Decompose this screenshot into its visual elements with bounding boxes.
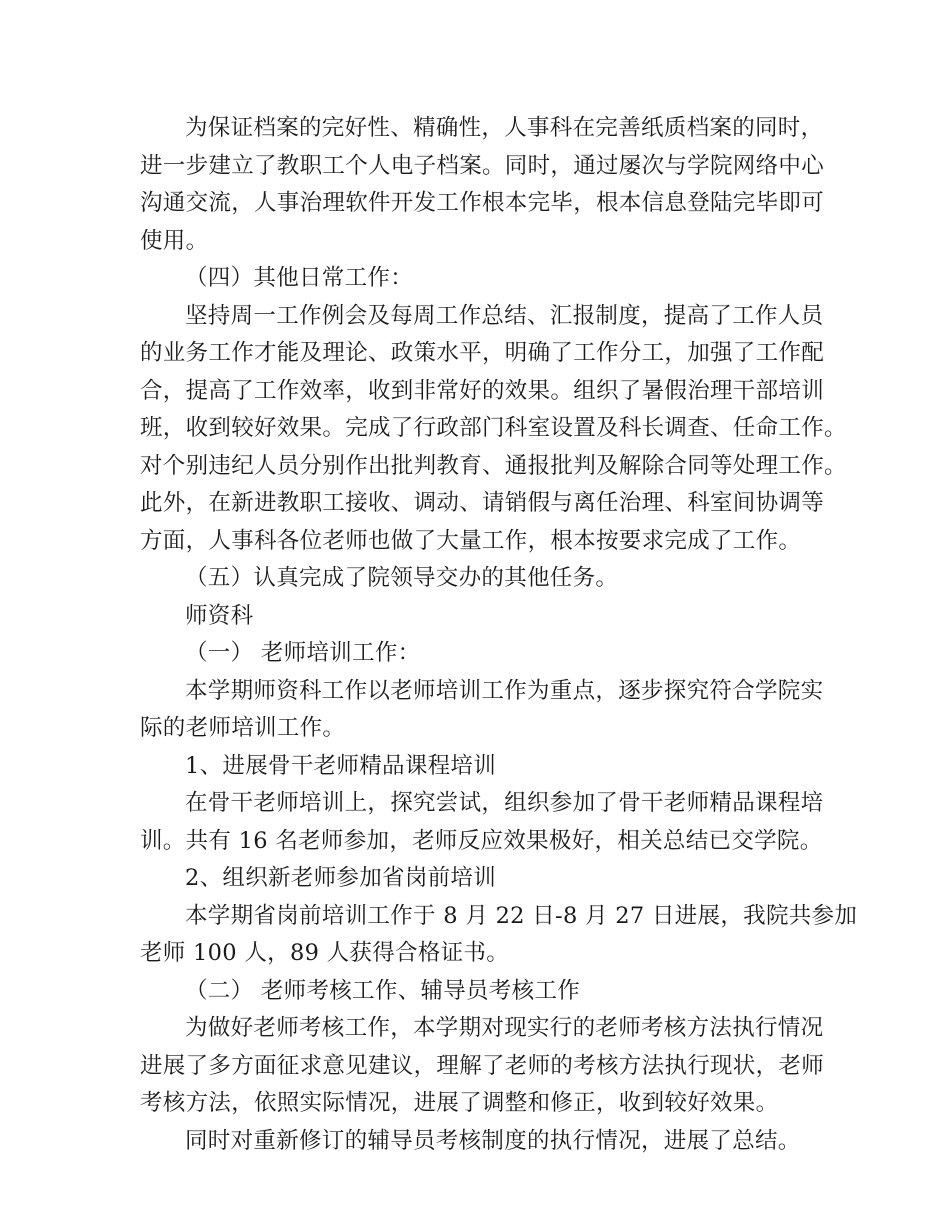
text-line: 同时对重新修订的辅导员考核制度的执行情况，进展了总结。 xyxy=(185,1127,801,1154)
text-line: 本学期省岗前培训工作于 8 月 22 日-8 月 27 日进展，我院共参加 xyxy=(185,902,858,929)
text-line: 坚持周一工作例会及每周工作总结、汇报制度，提高了工作人员 xyxy=(185,302,824,329)
text-line: 考核方法，依照实际情况，进展了调整和修正，收到较好效果。 xyxy=(140,1090,779,1116)
text-line: 为做好老师考核工作，本学期对现实行的老师考核方法执行情况 xyxy=(185,1015,824,1041)
text-line: 进展了多方面征求意见建议，理解了老师的考核方法执行现状，老师 xyxy=(140,1052,825,1079)
document-body xyxy=(140,110,858,1160)
text-line: 的业务工作才能及理论、政策水平，明确了工作分工，加强了工作配 xyxy=(140,340,825,366)
text-line: 本学期师资科工作以老师培训工作为重点，逐步探究符合学院实 xyxy=(185,677,824,704)
text-line: （四）其他日常工作： xyxy=(185,265,414,291)
text-line: 师资科 xyxy=(185,602,254,629)
text-line: 此外，在新进教职工接收、调动、请销假与离任治理、科室间协调等 xyxy=(140,490,825,516)
text-line: （二） 老师考核工作、辅导员考核工作 xyxy=(185,977,581,1004)
text-line: 在骨干老师培训上，探究尝试，组织参加了骨干老师精品课程培 xyxy=(185,790,824,816)
text-line: 方面，人事科各位老师也做了大量工作，根本按要求完成了工作。 xyxy=(140,527,802,554)
text-line: 进一步建立了教职工个人电子档案。同时，通过屡次与学院网络中心 xyxy=(140,152,825,179)
text-line: 际的老师培训工作。 xyxy=(140,715,346,741)
text-line: 合，提高了工作效率，收到非常好的效果。组织了暑假治理干部培训 xyxy=(140,377,825,404)
text-line: 2、组织新老师参加省岗前培训 xyxy=(185,865,497,891)
text-line: 1、进展骨干老师精品课程培训 xyxy=(185,752,497,779)
text-line: （一） 老师培训工作： xyxy=(185,640,421,666)
text-line: 训。共有 16 名老师参加，老师反应效果极好，相关总结已交学院。 xyxy=(140,827,823,854)
text-line: （五）认真完成了院领导交办的其他任务。 xyxy=(185,565,619,591)
text-line: 为保证档案的完好性、精确性，人事科在完善纸质档案的同时， xyxy=(185,115,824,141)
text-line: 使用。 xyxy=(140,227,209,254)
text-line: 沟通交流，人事治理软件开发工作根本完毕，根本信息登陆完毕即可 xyxy=(140,190,825,216)
text-line: 老师 100 人，89 人获得合格证书。 xyxy=(140,940,510,966)
text-line: 班，收到较好效果。完成了行政部门科室设置及科长调查、任命工作。 xyxy=(140,415,847,441)
text-line: 对个别违纪人员分别作出批判教育、通报批判及解除合同等处理工作。 xyxy=(140,452,847,479)
